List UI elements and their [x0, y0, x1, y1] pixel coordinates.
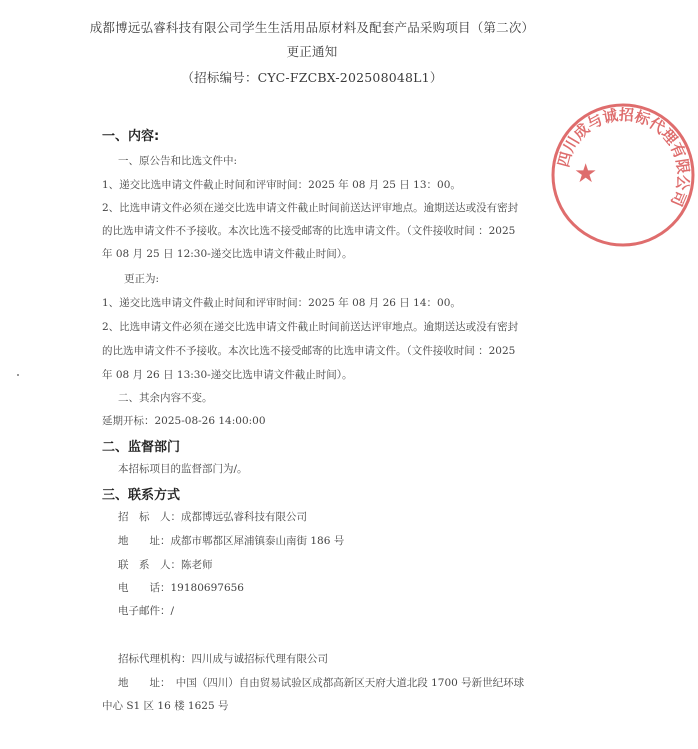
original-item-2-line1: 2、比选申请文件必须在递交比选申请文件截止时间前送达评审地点。逾期送达或没有密封	[102, 202, 519, 214]
email-line: 电子邮件：/	[118, 605, 175, 617]
agency-address-line2: 中心 S1 区 16 楼 1625 号	[102, 700, 229, 712]
original-item-2-line3: 年 08 月 25 日 12:30-递交比选申请文件截止时间）。	[102, 248, 353, 260]
corrected-item-2-line2: 的比选申请文件不予接收。本次比选不接受邮寄的比选申请文件。（文件接收时间 ：2025	[102, 345, 516, 357]
other-content-unchanged: 二、其余内容不变。	[118, 392, 213, 404]
svg-text:★: ★	[574, 159, 598, 189]
document-subtitle: 更正通知	[286, 44, 338, 59]
original-announcement-label: 一、原公告和比选文件中:	[118, 155, 238, 167]
original-item-1: 1、递交比选申请文件截止时间和评审时间：2025 年 08 月 25 日 13：00。	[102, 179, 461, 191]
extension-notice: 延期开标：2025-08-26 14:00:00	[102, 415, 266, 427]
tenderer-line: 招 标 人：成都博远弘睿科技有限公司	[118, 511, 307, 523]
corrected-item-2-line3: 年 08 月 26 日 13:30-递交比选申请文件截止时间）。	[102, 369, 353, 381]
section3-heading: 三、联系方式	[102, 488, 181, 503]
official-seal-stamp	[548, 100, 698, 250]
section2-heading: 二、监督部门	[102, 440, 181, 455]
seal-text: 四川成与诚招标代理有限公司	[554, 105, 693, 209]
corrected-item-1: 1、递交比选申请文件截止时间和评审时间：2025 年 08 月 26 日 14：00。	[102, 297, 461, 309]
section1-heading: 一、内容:	[102, 129, 160, 144]
agency-address-line1: 地 址： 中国（四川）自由贸易试验区成都高新区天府大道北段 1700 号新世纪环球	[118, 677, 525, 689]
corrected-label: 更正为:	[124, 273, 160, 285]
supervision-text: 本招标项目的监督部门为/。	[118, 463, 248, 475]
tenderer-address-line: 地 址：成都市郫都区犀浦镇泰山南街 186 号	[118, 535, 345, 547]
phone-line: 电 话：19180697656	[118, 582, 244, 594]
corrected-item-2-line1: 2、比选申请文件必须在递交比选申请文件截止时间前送达评审地点。逾期送达或没有密封	[102, 321, 519, 333]
document-title: 成都博远弘睿科技有限公司学生生活用品原材料及配套产品采购项目（第二次）	[89, 20, 535, 35]
bid-number: （招标编号：CYC-FZCBX-202508048L1）	[181, 70, 443, 85]
svg-text:四川成与诚招标代理有限公司	[554, 106, 692, 209]
contact-person-line: 联 系 人：陈老师	[118, 559, 213, 571]
original-item-2-line2: 的比选申请文件不予接收。本次比选不接受邮寄的比选申请文件。（文件接收时间 ：2025	[102, 225, 516, 237]
scan-speck	[17, 374, 19, 376]
agency-line: 招标代理机构：四川成与诚招标代理有限公司	[118, 653, 328, 665]
